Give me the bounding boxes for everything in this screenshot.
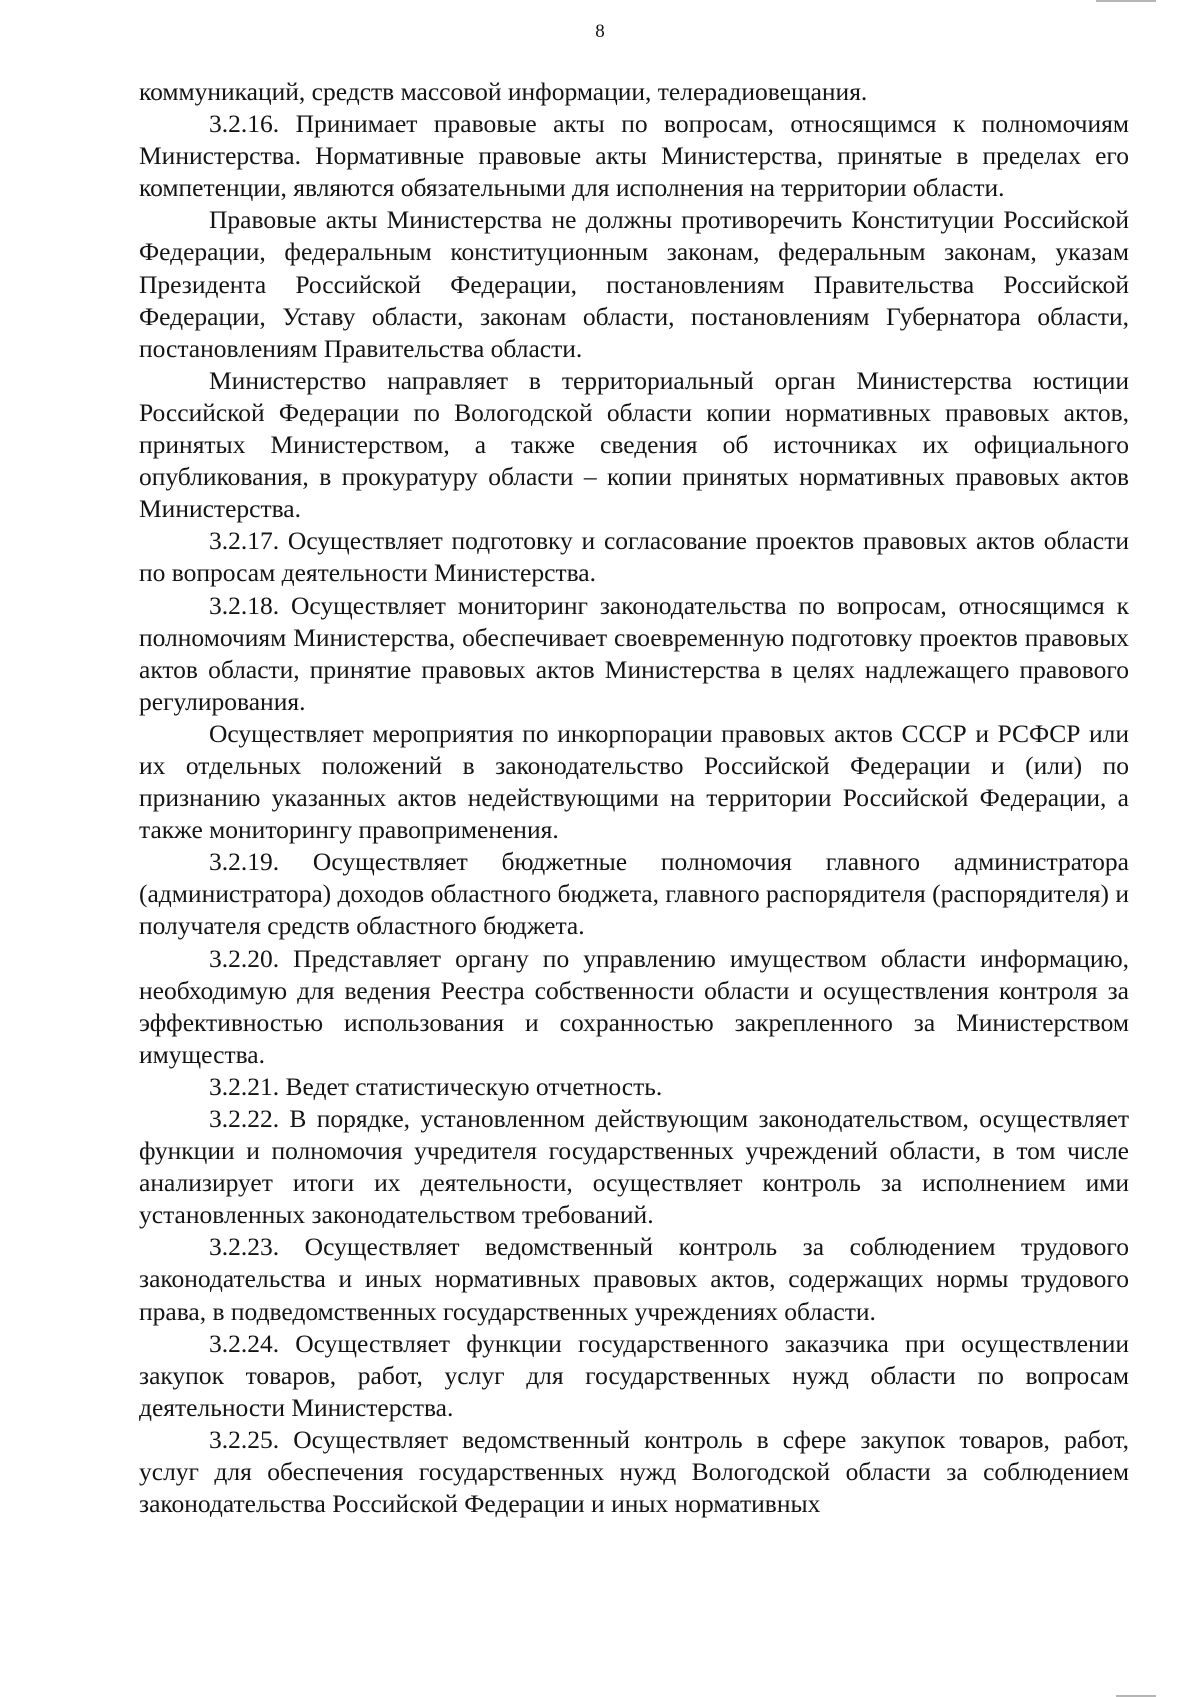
paragraph-continuation: коммуникаций, средств массовой информации, телерадиовещания. — [139, 77, 868, 106]
paragraph-3-2-16: 3.2.16. Принимает правовые акты по вопросам, относящимся к полномочиям Министерства. Нормативные правовые акты Министерства, принятые в пределах его компетенции, являются обязательными для исполнения на территории области. — [139, 109, 1129, 203]
paragraph-3-2-22: 3.2.22. В порядке, установленном действующим законодательством, осуществляет функции и полномочия учредителя государственных учреждений области, в том числе анализирует итоги их деятельности, осуществляет контроль за исполнением ими установленных законодательством требований. — [139, 1104, 1129, 1230]
paragraph-3-2-19: 3.2.19. Осуществляет бюджетные полномочия главного администратора (администратора) доходов областного бюджета, главного распорядителя (распорядителя) и получателя средств областного бюджета. — [139, 847, 1129, 941]
paragraph-legal-acts: Правовые акты Министерства не должны противоречить Конституции Российской Федерации, федеральным конституционным законам, федеральным законам, указам Президента Российской Федерации, постановлениям Правительства Российской Федерации, Уставу области, законам области, постановлениям Губернатора области, постановлениям Правительства области. — [139, 205, 1129, 363]
paragraph-ministry-sends: Министерство направляет в территориальный орган Министерства юстиции Российской Федерации по Вологодской области копии нормативных правовых актов, принятых Министерством, а также сведения об источниках их официального опубликования, в прокуратуру области – копии принятых нормативных правовых актов Министерства. — [139, 365, 1129, 524]
page-number: 8 — [595, 21, 605, 42]
paragraph-3-2-23: 3.2.23. Осуществляет ведомственный контроль за соблюдением трудового законодательства и иных нормативных правовых актов, содержащих нормы трудового права, в подведомственных государственных учреждениях области. — [139, 1232, 1129, 1326]
paragraph-3-2-17: 3.2.17. Осуществляет подготовку и согласование проектов правовых актов области по вопросам деятельности Министерства. — [139, 526, 1129, 588]
document-body — [139, 76, 1129, 1520]
paragraph-3-2-18: 3.2.18. Осуществляет мониторинг законодательства по вопросам, относящимся к полномочиям Министерства, обеспечивает своевременную подготовку проектов правовых актов области, принятие правовых актов Министерства в целях надлежащего правового регулирования. — [139, 590, 1129, 716]
paragraph-3-2-20: 3.2.20. Представляет органу по управлению имуществом области информацию, необходимую для ведения Реестра собственности области и осуществления контроля за эффективностью использования и сохранностью закрепленного за Министерством имущества. — [139, 943, 1129, 1069]
paragraph-3-2-21: 3.2.21. Ведет статистическую отчетность. — [209, 1071, 663, 1101]
paragraph-3-2-24: 3.2.24. Осуществляет функции государственного заказчика при осуществлении закупок товаров, работ, услуг для государственных нужд области по вопросам деятельности Министерства. — [139, 1328, 1129, 1422]
scan-edge-mark — [1096, 0, 1156, 2]
paragraph-3-2-25: 3.2.25. Осуществляет ведомственный контроль в сфере закупок товаров, работ, услуг для обеспечения государственных нужд Вологодской области за соблюдением законодательства Российской Федерации и иных нормативных — [139, 1424, 1129, 1519]
paragraph-incorporation: Осуществляет мероприятия по инкорпорации правовых актов СССР и РСФСР или их отдельных положений в законодательство Российской Федерации и (или) по признанию указанных актов недействующими на территории Российской Федерации, а также мониторингу правоприменения. — [139, 718, 1129, 845]
